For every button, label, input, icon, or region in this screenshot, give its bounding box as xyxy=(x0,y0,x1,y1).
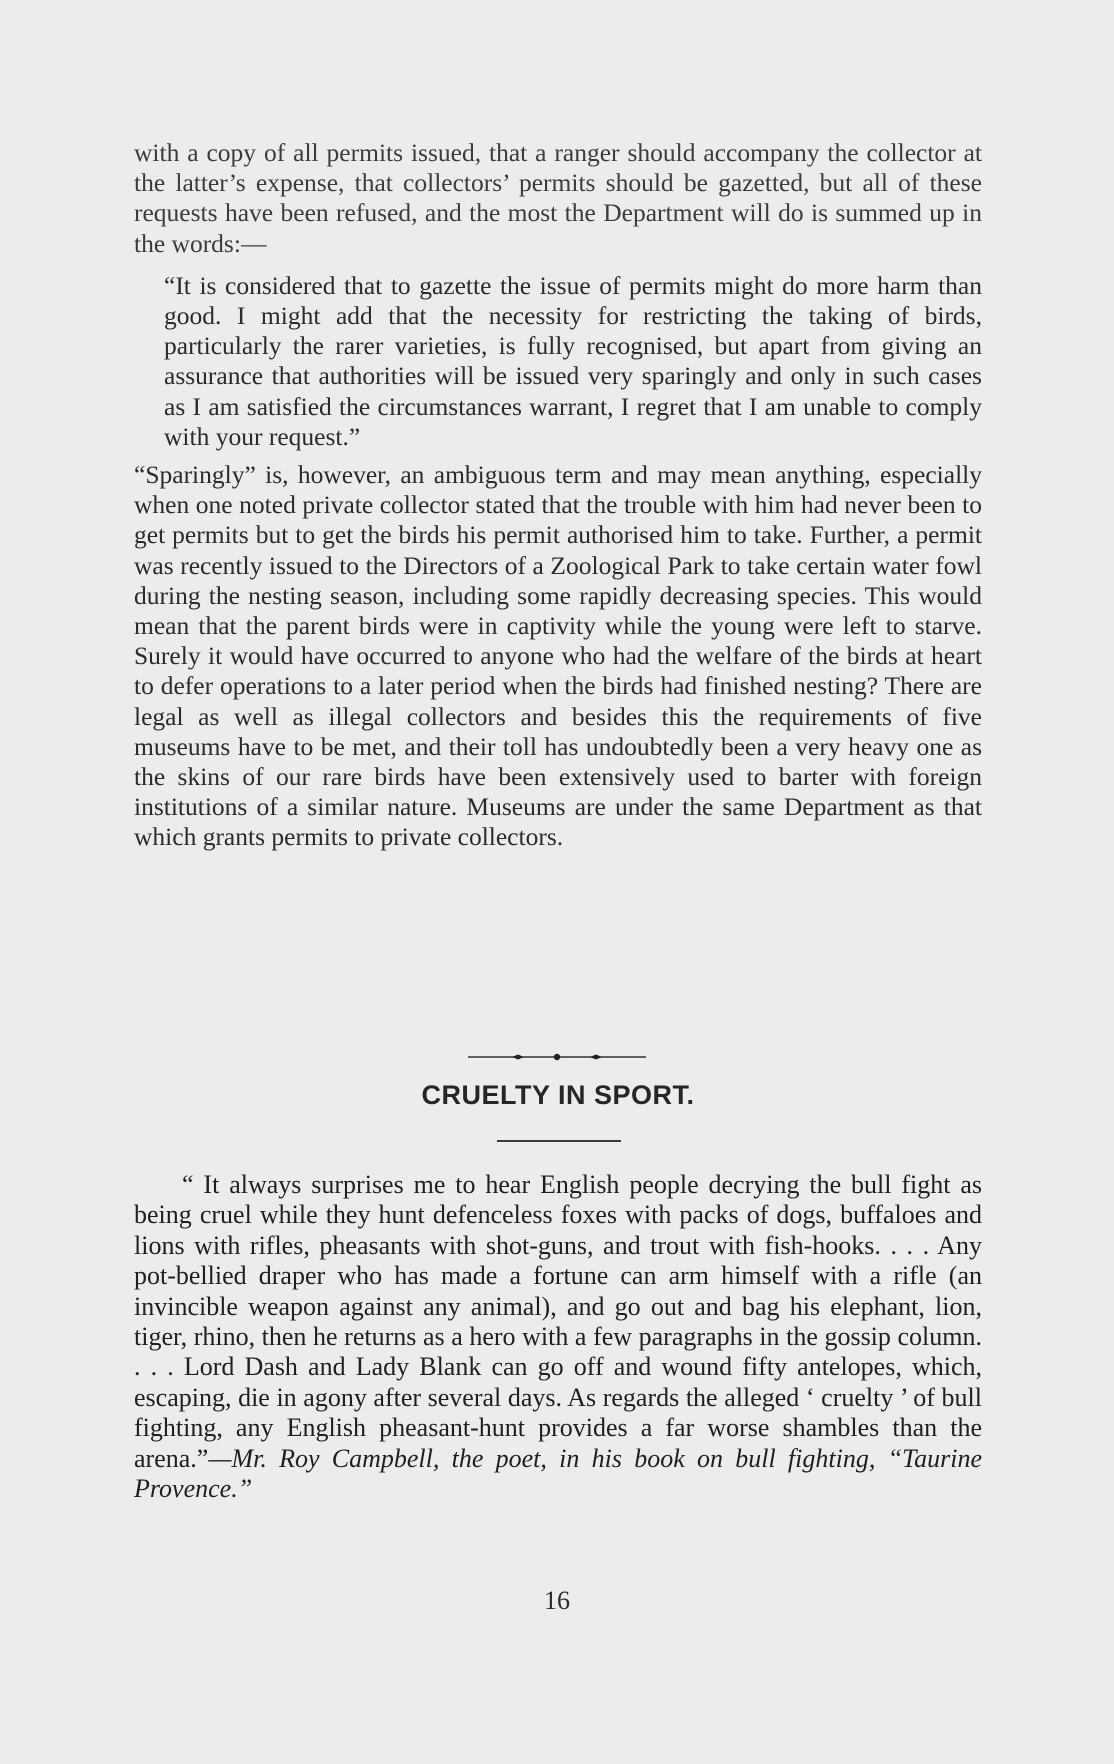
paragraph-permits: with a copy of all permits issued, that a ranger should accompany the collector at the latter’s expense, that collectors’ permits should be gazetted, but all of these requests have been refused, and the most the Department will do is summed up in the words:— xyxy=(134,138,982,258)
heading-underline-rule xyxy=(497,1140,621,1142)
blockquote-department-reply: “It is considered that to gazette the issue of permits might do more harm than good. I might add that the necessity for restricting the taking of birds, particularly the rarer varieties, is fully recognised, but apart from giving an assurance that authorities will be issued very sparingly and only in such cases as I am satisfied the circumstances warrant, I regret that I am unable to comply with your request.” xyxy=(164,270,982,451)
ornament-divider xyxy=(468,1053,646,1061)
quote-body: “ It always surprises me to hear English people decrying the bull fight as being cruel while they hunt defenceless foxes with packs of dogs, buffaloes and lions with rifles, pheasants with shot-guns, and trout with fish-hooks. . . . Any pot-bellied draper who has made a fortune can arm himself with a rifle (an invincible weapon against any animal), and go out and bag his elephant, lion, tiger, rhino, then he returns as a hero with a few paragraphs in the gossip column. . . . Lord Dash and Lady Blank can go off and wound fifty antelopes, which, escaping, die in agony after several days. As regards the alleged ‘ cruelty ’ of bull fighting, any English pheasant-hunt provides a far worse shambles than the arena.” xyxy=(134,1170,982,1473)
section-heading: CRUELTY IN SPORT. xyxy=(421,1080,695,1110)
paragraph-campbell-quote xyxy=(134,1170,982,1504)
quote-attribution: —Mr. Roy Campbell, the poet, in his book on bull fighting, “Taurine Provence.” xyxy=(134,1443,982,1504)
paragraph-sparingly: “Sparingly” is, however, an ambiguous term and may mean anything, especially when one noted private collector stated that the trouble with him had never been to get permits but to get the birds his permit authorised him to take. Further, a permit was recently issued to the Directors of a Zoological Park to take certain water fowl during the nesting season, including some rapidly decreasing species. This would mean that the parent birds were in captivity while the young were left to starve. Surely it would have occurred to anyone who had the welfare of the birds at heart to defer operations to a later period when the birds had finished nesting? There are legal as well as illegal collectors and besides this the requirements of five museums have to be met, and their toll has undoubtedly been a very heavy one as the skins of our rare birds have been extensively used to barter with foreign institutions of a similar nature. Museums are under the same Department as that which grants permits to private collectors. xyxy=(134,460,982,852)
page-number: 16 xyxy=(544,1586,570,1615)
text-column-upper xyxy=(134,138,982,853)
text-column-lower xyxy=(134,1170,982,1504)
